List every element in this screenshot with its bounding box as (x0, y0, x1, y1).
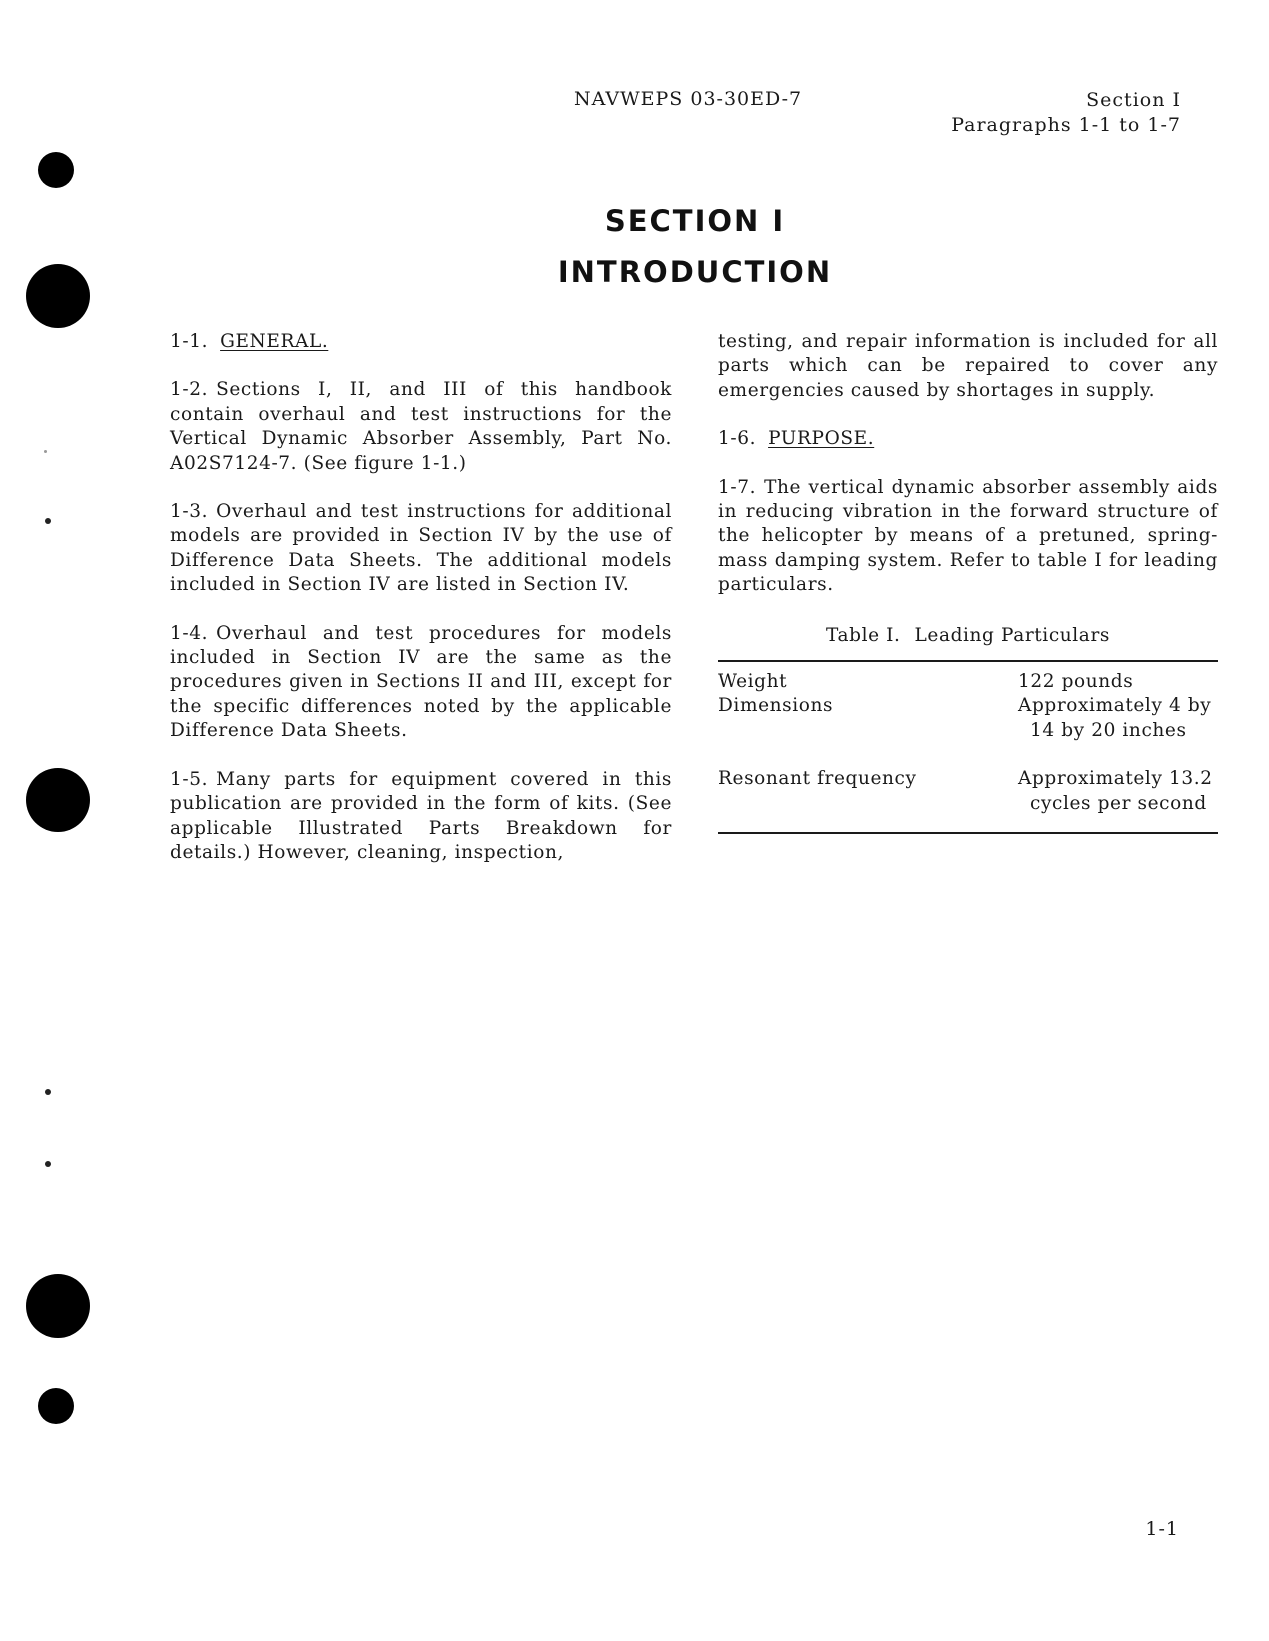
table-cell-label: Resonant frequency (718, 768, 917, 790)
table-bottom-rule (718, 832, 1218, 834)
paragraph-number: 1-4. (170, 622, 209, 644)
right-column (718, 330, 1218, 834)
table-title (718, 624, 1218, 648)
binder-hole-1 (38, 152, 74, 188)
binder-hole-3 (26, 768, 90, 832)
paragraph-number: 1-5. (170, 768, 209, 790)
heading-text: PURPOSE. (768, 428, 875, 450)
table-caption: Table I. (826, 624, 901, 646)
section-title: SECTION I (604, 204, 786, 238)
table-top-rule (718, 660, 1218, 662)
paragraph-number: 1-3. (170, 501, 209, 523)
paragraph-text: Overhaul and test procedures for models included in Section IV are the same as the procedures given in Sections II and III, except for the specific differences noted by the applicable Difference Data Sheets. (170, 622, 672, 742)
leading-particulars-table (718, 670, 1218, 816)
page-number: 1-1 (1145, 1518, 1179, 1540)
heading-purpose (718, 427, 1218, 451)
section-label: Section I (1086, 89, 1181, 111)
paragraph-number: 1-6. (718, 428, 757, 450)
paragraph-text: Overhaul and test instructions for additional models are provided in Section IV by the use of Difference Data Sheets. The additional models included in Section IV are listed in Section IV. (170, 501, 672, 596)
paragraph-1-5 (170, 768, 672, 866)
paragraph-text: Many parts for equipment covered in this publication are provided in the form of kits. (See applicable Illustrated Parts Breakdown for details.) However, cleaning, inspection, (170, 768, 672, 863)
table-name: Leading Particulars (914, 624, 1110, 646)
table-row (718, 694, 1218, 767)
table-cell-value: 122 pounds (1018, 671, 1134, 693)
paragraph-number: 1-1. (170, 331, 209, 352)
left-column (170, 330, 672, 889)
paragraph-1-3 (170, 500, 672, 598)
paragraph-range: Paragraphs 1-1 to 1-7 (951, 114, 1181, 136)
paragraph-number: 1-7. (718, 476, 757, 498)
paragraph-1-2 (170, 378, 672, 476)
table-cell-value: Approximately 4 by 14 by 20 inches (1018, 695, 1212, 741)
section-subtitle: INTRODUCTION (557, 255, 833, 289)
heading-general (170, 330, 672, 354)
table-row (718, 670, 1218, 694)
document-number: NAVWEPS 03-30ED-7 (574, 88, 803, 110)
paragraph-1-7 (718, 476, 1218, 598)
page-speck (45, 1089, 51, 1095)
table-cell-value: Approximately 13.2 cycles per second (1018, 768, 1213, 814)
page-speck (45, 1161, 51, 1167)
page-speck (44, 450, 47, 453)
binder-hole-5 (38, 1388, 74, 1424)
page-speck (45, 518, 51, 524)
table-cell-label: Weight (718, 671, 788, 693)
heading-text: GENERAL. (220, 331, 329, 352)
paragraph-text: The vertical dynamic absorber assembly aids in reducing vibration in the forward structure of the helicopter by means of a pretuned, spring-mass damping system. Refer to table I for leading particulars. (718, 476, 1218, 596)
table-row (718, 767, 1218, 816)
running-header (851, 88, 1181, 138)
paragraph-1-4 (170, 622, 672, 744)
table-cell-label: Dimensions (718, 695, 834, 717)
paragraph-number: 1-2. (170, 379, 209, 401)
paragraph-1-5-continued: testing, and repair information is included for all parts which can be repaired to cover any emergencies caused by shortages in supply. (718, 331, 1218, 401)
binder-hole-4 (26, 1274, 90, 1338)
paragraph-text: Sections I, II, and III of this handbook contain overhaul and test instructions for the Vertical Dynamic Absorber Assembly, Part No. A02S7124-7. (See figure 1-1.) (170, 379, 672, 474)
